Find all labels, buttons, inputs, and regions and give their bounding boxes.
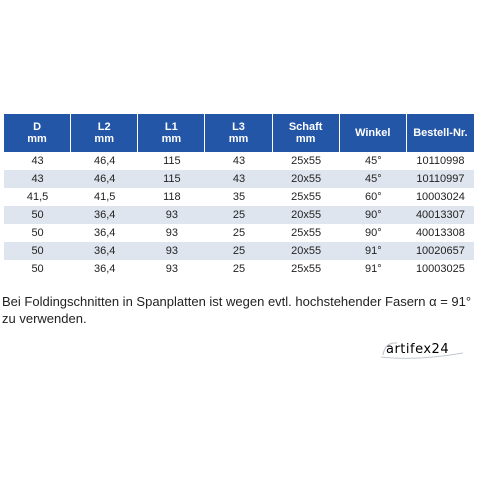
header-row — [4, 114, 474, 152]
header-winkel: Winkel — [340, 114, 407, 152]
table-cell: 50 — [4, 224, 71, 242]
table-cell: 20x55 — [273, 206, 340, 224]
table-cell: 118 — [138, 188, 205, 206]
table-cell: 41,5 — [71, 188, 138, 206]
table-cell: 43 — [205, 170, 272, 188]
table-cell: 60° — [340, 188, 407, 206]
table-row — [4, 152, 474, 170]
table-cell: 90° — [340, 206, 407, 224]
logo-swoosh-icon — [377, 338, 467, 360]
table-cell: 36,4 — [71, 260, 138, 278]
table-cell: 40013308 — [407, 224, 474, 242]
table-cell: 25 — [205, 242, 272, 260]
table-cell: 45° — [340, 152, 407, 170]
table-cell: 36,4 — [71, 206, 138, 224]
table-cell: 20x55 — [273, 170, 340, 188]
table-cell: 43 — [205, 152, 272, 170]
table-cell: 45° — [340, 170, 407, 188]
table-cell: 93 — [138, 224, 205, 242]
table-cell: 46,4 — [71, 152, 138, 170]
table-cell: 10110998 — [407, 152, 474, 170]
table-row — [4, 188, 474, 206]
table-cell: 50 — [4, 260, 71, 278]
table-cell: 40013307 — [407, 206, 474, 224]
header-d: D mm — [4, 114, 71, 152]
table-cell: 25 — [205, 206, 272, 224]
header-l2: L2 mm — [71, 114, 138, 152]
table-cell: 25x55 — [273, 260, 340, 278]
table-cell: 43 — [4, 170, 71, 188]
table-cell: 46,4 — [71, 170, 138, 188]
header-l1: L1 mm — [138, 114, 205, 152]
table-cell: 36,4 — [71, 242, 138, 260]
table-cell: 50 — [4, 242, 71, 260]
table-cell: 25x55 — [273, 188, 340, 206]
table-cell: 93 — [138, 242, 205, 260]
table-row — [4, 224, 474, 242]
artifex24-logo — [377, 338, 467, 360]
table-row — [4, 170, 474, 188]
table-cell: 20x55 — [273, 242, 340, 260]
table-row — [4, 260, 474, 278]
table-cell: 93 — [138, 206, 205, 224]
table-cell: 10110997 — [407, 170, 474, 188]
spec-table — [4, 114, 474, 278]
table-cell: 35 — [205, 188, 272, 206]
table-cell: 10020657 — [407, 242, 474, 260]
table-cell: 115 — [138, 152, 205, 170]
table-cell: 10003025 — [407, 260, 474, 278]
table-cell: 115 — [138, 170, 205, 188]
table-cell: 50 — [4, 206, 71, 224]
header-l3: L3 mm — [205, 114, 272, 152]
table-cell: 25 — [205, 224, 272, 242]
table-cell: 10003024 — [407, 188, 474, 206]
table-cell: 25 — [205, 260, 272, 278]
table-row — [4, 206, 474, 224]
logo-text: artifex24 — [386, 342, 450, 357]
table-cell: 90° — [340, 224, 407, 242]
table-cell: 36,4 — [71, 224, 138, 242]
table-cell: 91° — [340, 242, 407, 260]
table-cell: 43 — [4, 152, 71, 170]
table-cell: 25x55 — [273, 224, 340, 242]
usage-note: Bei Foldingschnitten in Spanplatten ist wegen evtl. hochstehender Fasern α = 91° zu verwenden. — [2, 294, 472, 326]
table-cell: 91° — [340, 260, 407, 278]
header-schaft: Schaft mm — [273, 114, 340, 152]
table-row — [4, 242, 474, 260]
table-cell: 93 — [138, 260, 205, 278]
table-cell: 25x55 — [273, 152, 340, 170]
header-bestell-nr: Bestell-Nr. — [407, 114, 474, 152]
table-cell: 41,5 — [4, 188, 71, 206]
